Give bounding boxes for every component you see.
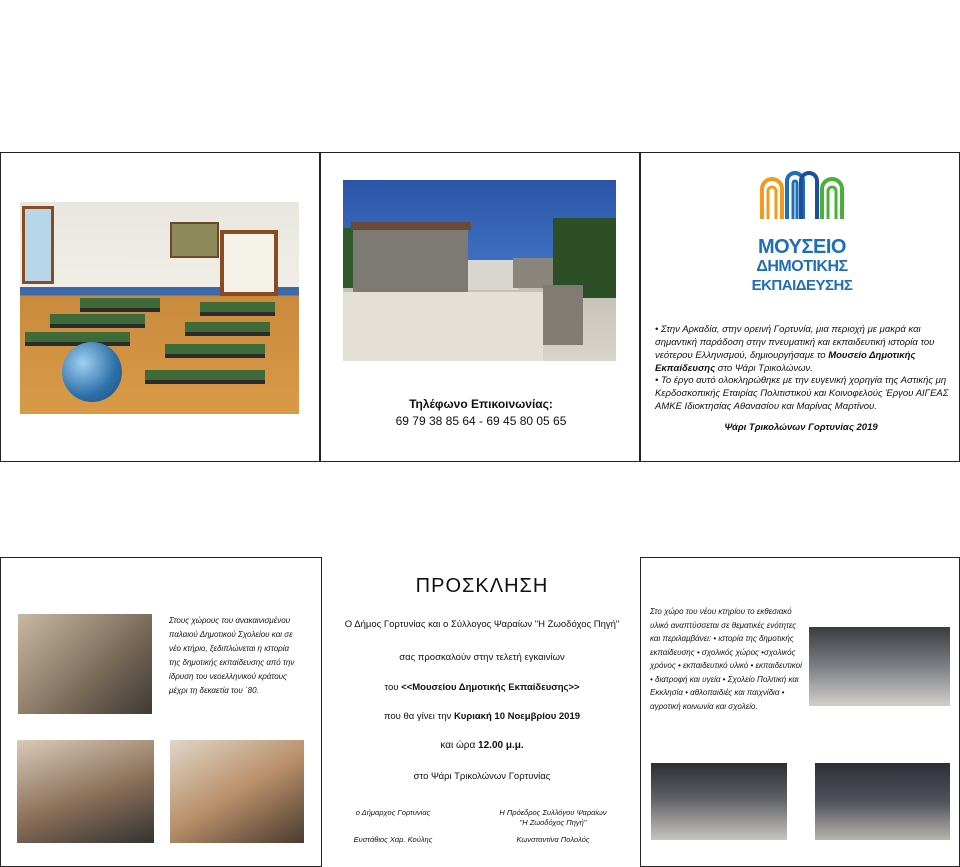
photo-exhibit-3 <box>815 763 950 840</box>
panel-building <box>320 152 640 462</box>
building-photo <box>343 180 616 361</box>
invitation-line-2: σας προσκαλούν στην τελετή εγκαινίων <box>399 652 565 663</box>
invitation-line-6: στο Ψάρι Τρικολώνων Γορτυνίας <box>413 771 551 782</box>
photo-students-3 <box>170 740 304 843</box>
logo-line-1: ΜΟΥΣΕΙΟ <box>758 236 846 258</box>
photo-students-2 <box>17 740 154 843</box>
signature-president-role: Η Πρόεδρος Συλλόγου Ψαραίων <box>499 808 607 817</box>
signature-president-society: "Η Ζωοδόχος Πηγή" <box>519 818 587 827</box>
panel-museum-info <box>640 152 960 462</box>
invitation-line-4: που θα γίνει την Κυριακή 10 Νοεμβρίου 2019 <box>383 711 581 722</box>
info-bullet-2: • Το έργο αυτό ολοκληρώθηκε με την ευγενική χορηγία της Αστικής μη Κερδοσκοπικής Εταιρίας Πολιτιστικού και Κοινοφελούς Έργου ΑΙΓΕΑΣ ΑΜΚΕ Ιδιοκτησίας Αθανασίου και Μαρίνας Μαρτίνου. <box>655 375 949 412</box>
exhibition-text: Στο χώρο του νέου κτηρίου το εκθεσιακό υλικό αναπτύσσεται σε θεματικές ενότητες και περιλαμβάνει: • ιστορία της δημοτικής εκπαίδευσης • σχολικός χώρος •σχολικός χρόνος • εκπαιδευτικό υλικό • εκπαιδευτικοί • διατροφή και υγεία • Σχολείο Πολιτική και Εκκλησία • αθλοπαιδιές και παιχνίδια • αγροτική κοινωνία και σχολείο. <box>650 607 802 711</box>
bullet-dot: • <box>655 375 661 386</box>
phone-numbers: 69 79 38 85 64 - 69 45 80 05 65 <box>395 414 567 428</box>
info-bullet-1: • Στην Αρκαδία, στην ορεινή Γορτυνία, μια περιοχή με μακρά και σημαντική παράδοση στην πνευματική και εκπαιδευτική ιστορία του νεότερου Ελληνισμού, δημιουργήσαμε το Μουσείο Δημοτικής Εκπαίδευσης στο Ψάρι Τρικολώνων. <box>655 324 935 374</box>
invitation-line-1: Ο Δήμος Γορτυνίας και ο Σύλλογος Ψαραίων "Η Ζωοδόχος Πηγή" <box>344 619 620 630</box>
signature-mayor-role: ο Δήμαρχος Γορτυνίας <box>355 808 431 817</box>
phone-title: Τηλέφωνο Επικοινωνίας: <box>409 397 553 411</box>
history-text: Στους χώρους του ανακαινισμένου παλαιού Δημοτικού Σχολείου και σε νέο κτήριο, ξεδιπλώνεται η ιστορία της δημοτικής εκπαίδευσης από την ίδρυση του νεοελληνικού κράτους μέχρι τη δεκαετία του ΄80. <box>169 616 295 695</box>
panel-invitation <box>322 557 640 867</box>
invitation-line-5: και ώρα 12.00 μ.μ. <box>440 740 524 751</box>
panel-exhibition <box>640 557 960 867</box>
museum-logo-icon <box>757 169 847 221</box>
invitation-line-3: του <<Μουσείου Δημοτικής Εκπαίδευσης>> <box>384 682 580 693</box>
logo-line-2: ΔΗΜΟΤΙΚΗΣ <box>756 258 848 275</box>
signature-mayor-name: Ευστάθιος Χαρ. Κούλης <box>353 835 433 844</box>
photo-exhibit-1 <box>809 627 950 706</box>
place-year: Ψάρι Τρικολώνων Γορτυνίας 2019 <box>724 422 878 433</box>
panel-classroom <box>0 152 320 462</box>
panel-history <box>0 557 322 867</box>
logo-line-3: ΕΚΠΑΙΔΕΥΣΗΣ <box>751 277 853 294</box>
photo-students-1 <box>18 614 152 714</box>
globe <box>62 342 122 402</box>
classroom-photo <box>20 202 299 414</box>
signature-president-name: Κωνσταντίνα Πολολός <box>516 835 590 844</box>
invitation-title: ΠΡΟΣΚΛΗΣΗ <box>415 575 549 597</box>
classroom-window <box>22 206 54 284</box>
bullet-dot: • <box>655 324 661 335</box>
photo-exhibit-2 <box>651 763 787 840</box>
